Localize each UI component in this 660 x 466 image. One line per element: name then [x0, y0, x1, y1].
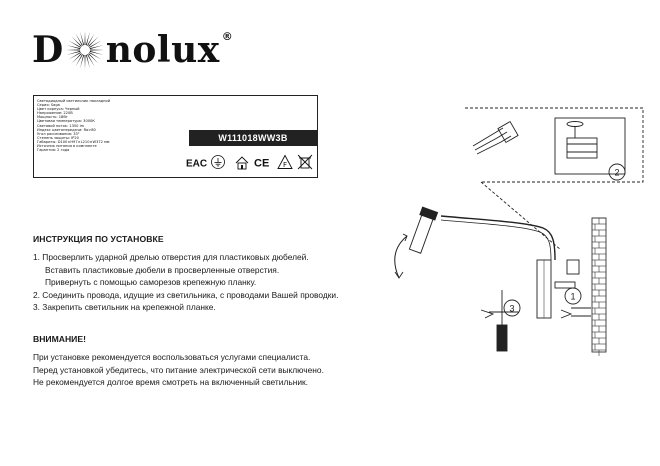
instruction-step-2: 2. Соединить провода, идущие из светильника, с проводами Вашей проводки.: [33, 289, 339, 300]
warning-section: [33, 334, 383, 389]
sun-ray: [84, 55, 85, 69]
junction-box: [555, 118, 625, 174]
spec-line: Степень защиты: IP20: [37, 135, 79, 140]
instruction-step-1b: Вставить пластиковые дюбели в просверленные отверстия.: [45, 264, 280, 275]
instruction-step-1c: Привернуть с помощью саморезов крепежную планку.: [45, 277, 257, 287]
spec-line: Мощность: 18Вт: [37, 115, 68, 120]
model-number: W111018WW3B: [189, 130, 317, 146]
installation-instructions: [33, 234, 383, 314]
callout-label-2: 2: [614, 167, 620, 178]
eac-mark: EAC: [186, 158, 208, 170]
spec-line: Источник питания в комплекте: [37, 144, 97, 149]
sun-ray: [86, 32, 90, 46]
sun-ray: [86, 55, 90, 69]
sun-ray: [66, 51, 80, 55]
spec-line: Угол рассеивания: 33°: [37, 131, 80, 136]
instruction-step-1: 1. Просверлить ударной дрелью отверстия для пластиковых дюбелей.: [33, 252, 309, 262]
sun-burst-icon: [65, 30, 105, 70]
lamp-arm: [441, 216, 555, 260]
sun-ray: [66, 50, 80, 51]
sun-ray: [84, 31, 85, 45]
mounting-plate: [567, 260, 579, 274]
screwdriver-icon: [481, 290, 519, 351]
no-thermal-insulation-icon: [278, 156, 292, 170]
warning-line-1: При установке рекомендуется воспользоваться услугами специалиста.: [33, 352, 311, 362]
callout-label-3: 3: [509, 303, 515, 314]
svg-text:F: F: [282, 161, 288, 169]
indoor-use-icon: [236, 157, 248, 169]
brand-logo: [32, 28, 233, 72]
product-label: [33, 95, 318, 178]
callout-label-1: 1: [570, 291, 576, 302]
sun-ray: [89, 51, 103, 55]
rotation-arrow: [395, 236, 407, 278]
sun-ray: [90, 50, 104, 51]
spec-line: Индекс цветопередачи: Ra>80: [37, 127, 96, 132]
spec-line: Цветовая температура: 3000К: [37, 119, 95, 124]
weee-bin-icon: [298, 155, 312, 169]
brand-name-rest: nolux: [105, 29, 220, 71]
spec-line: Светодиодный светильник накладной: [37, 99, 111, 103]
warning-heading: ВНИМАНИЕ!: [33, 334, 86, 344]
installation-diagram: [385, 100, 655, 360]
sun-ray: [66, 45, 80, 49]
instruction-step-3: 3. Закрепить светильник на крепежной планке.: [33, 302, 216, 312]
spec-list: [37, 99, 187, 152]
spec-line: Напряжение: 220В: [37, 111, 73, 116]
spec-line: Габариты: D100×H97×L210×W372 мм: [37, 139, 110, 144]
earth-ground-icon: [212, 156, 225, 169]
spec-line: Цвет корпуса: Черный: [37, 107, 80, 112]
sun-ray: [80, 32, 84, 46]
sun-ray: [89, 45, 103, 49]
spec-line: Гарантия: 2 года: [37, 148, 70, 153]
lamp-head: [408, 207, 438, 254]
brand-letter-d: D: [32, 29, 64, 71]
warning-line-3: Не рекомендуется долгое время смотреть на включенный светильник.: [33, 377, 308, 387]
registered-mark: ®: [221, 30, 233, 43]
sun-ray: [80, 55, 84, 69]
spec-line: Световой поток: 1350 lm: [37, 123, 85, 128]
certification-marks: [184, 154, 318, 170]
ce-mark: CE: [254, 157, 270, 170]
instructions-heading: ИНСТРУКЦИЯ ПО УСТАНОВКЕ: [33, 234, 164, 244]
spec-line: Серия: Saga: [37, 103, 60, 108]
warning-line-2: Перед установкой убедитесь, что питание электрической сети выключено.: [33, 364, 324, 375]
